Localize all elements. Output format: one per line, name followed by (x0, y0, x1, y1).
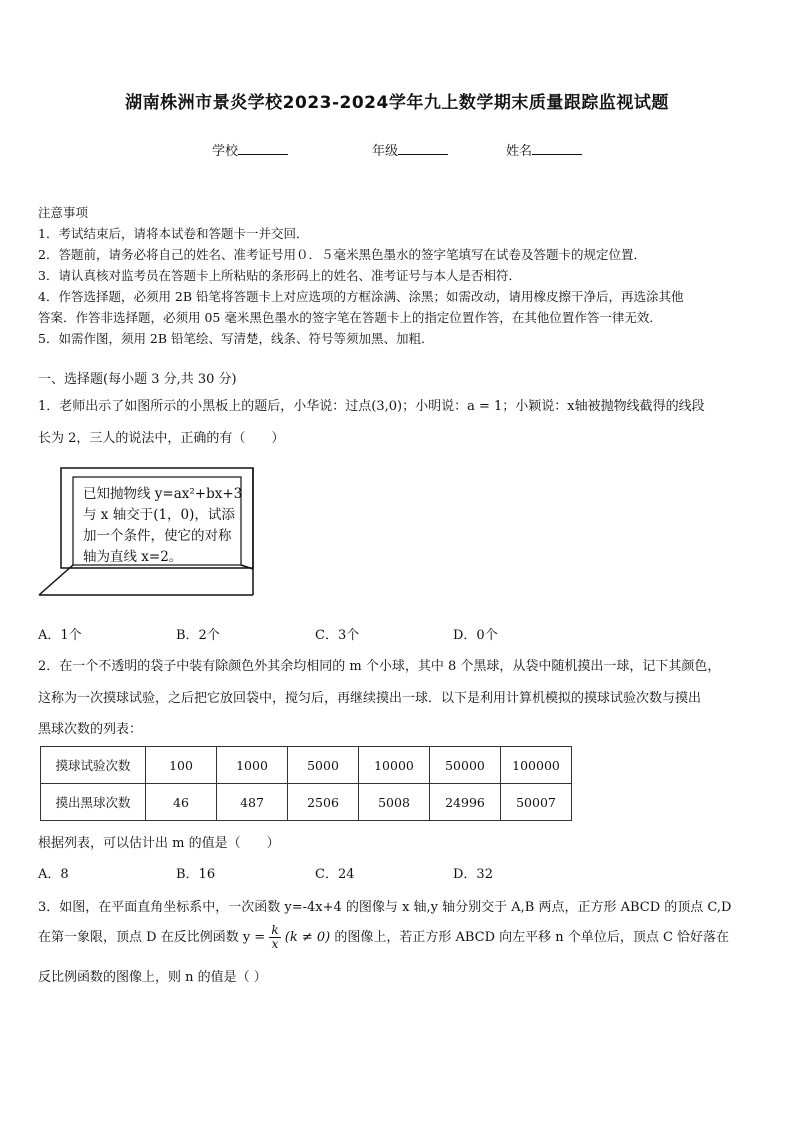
q3-text-line3: 反比例函数的图像上，则 n 的值是（ ） (38, 970, 267, 985)
fraction-denominator: x (271, 937, 279, 951)
table-cell: 5000 (288, 747, 359, 784)
q2-text-line2: 这称为一次摸球试验，之后把它放回袋中，搅匀后，再继续摸出一球．以下是利用计算机模拟的摸球试验次数与摸出 (38, 691, 702, 706)
q2-text-line1: 2．在一个不透明的袋子中装有除颜色外其余均相同的 m 个小球，其中 8 个黑球，从袋中随机摸出一球，记下其颜色， (38, 659, 721, 674)
q1-option-c[interactable]: C．3个 (315, 628, 360, 643)
section-heading: 一、选择题(每小题 3 分,共 30 分) (38, 372, 237, 387)
q1-text-line1: 1．老师出示了如图所示的小黑板上的题后，小华说：过点(3,0)；小明说：a = 1；小颖说：x轴被抛物线截得的线段 (38, 399, 705, 414)
notice-item: 答案．作答非选择题，必须用 05 毫米黑色墨水的签字笔在答题卡上的指定位置作答，在其他位置作答一律无效． (38, 310, 662, 325)
school-label: 学校 (212, 144, 239, 159)
fraction-k-over-x (269, 924, 280, 951)
q3-line2-end: 的图像上，若正方形 ABCD 向左平移 n 个单位后，顶点 C 恰好落在 (334, 930, 730, 945)
name-field (506, 140, 582, 159)
fraction-numerator: k (271, 923, 279, 937)
table-cell: 10000 (359, 747, 430, 784)
q3-text-line1: 3．如图，在平面直角坐标系中，一次函数 y=-4x+4 的图像与 x 轴,y 轴分别交于 A,B 两点，正方形 ABCD 的顶点 C,D (38, 900, 732, 915)
school-field (212, 140, 288, 159)
q2-option-b[interactable]: B．16 (176, 867, 216, 882)
notice-block (38, 202, 758, 349)
notice-item: 5．如需作图，须用 2B 铅笔绘、写清楚，线条、符号等须加黑、加粗． (38, 331, 434, 346)
q1-text-line2: 长为 2，三人的说法中，正确的有（ ） (38, 431, 285, 446)
trial-table (40, 746, 572, 821)
table-cell: 50007 (501, 784, 572, 821)
board-line: 轴为直线 x=2。 (83, 549, 183, 565)
q3-line2-start: 在第一象限，顶点 D 在反比例函数 y = (38, 930, 266, 945)
q2-after-text: 根据列表，可以估计出 m 的值是（ ） (38, 836, 280, 851)
notice-item: 3．请认真核对监考员在答题卡上所粘贴的条形码上的姓名、准考证号与本人是否相符． (38, 268, 521, 283)
notice-item: 2．答题前，请务必将自己的姓名、准考证号用０．５毫米黑色墨水的签字笔填写在试卷及答题卡的规定位置． (38, 247, 646, 262)
q2-option-a[interactable]: A．8 (38, 867, 69, 882)
school-blank[interactable] (238, 142, 288, 155)
name-label: 姓名 (506, 144, 533, 159)
page-title: 湖南株洲市景炎学校2023-2024学年九上数学期末质量跟踪监视试题 (125, 93, 669, 113)
row-header: 摸球试验次数 (41, 747, 146, 784)
table-cell: 46 (146, 784, 217, 821)
table-row (41, 784, 572, 821)
table-cell: 50000 (430, 747, 501, 784)
notice-item: 1．考试结束后，请将本试卷和答题卡一并交回． (38, 226, 309, 241)
table-cell: 5008 (359, 784, 430, 821)
q1-option-d[interactable]: D．0个 (453, 628, 498, 643)
q2-text-line3: 黑球次数的列表： (38, 722, 143, 737)
table-cell: 2506 (288, 784, 359, 821)
table-cell: 100000 (501, 747, 572, 784)
table-cell: 1000 (217, 747, 288, 784)
q1-option-a[interactable]: A．1个 (38, 628, 82, 643)
board-line: 与 x 轴交于(1，0)，试添 (83, 507, 235, 523)
table-cell: 24996 (430, 784, 501, 821)
q1-option-b[interactable]: B．2个 (176, 628, 220, 643)
notice-heading: 注意事项 (38, 205, 89, 220)
blackboard-text (83, 484, 243, 568)
row-header: 摸出黑球次数 (41, 784, 146, 821)
notice-item: 4．作答选择题，必须用 2B 铅笔将答题卡上对应选项的方框涂满、涂黑；如需改动，请用橡皮擦干净后，再选涂其他 (38, 289, 684, 304)
board-line: 加一个条件，使它的对称 (83, 528, 232, 544)
grade-field (372, 140, 448, 159)
table-cell: 487 (217, 784, 288, 821)
q3-condition: (k ≠ 0) (284, 930, 331, 945)
grade-blank[interactable] (398, 142, 448, 155)
table-cell: 100 (146, 747, 217, 784)
board-line: 已知抛物线 y=ax²+bx+3 (83, 486, 243, 502)
table-row (41, 747, 572, 784)
q2-option-d[interactable]: D．32 (453, 867, 493, 882)
grade-label: 年级 (372, 144, 399, 159)
q2-option-c[interactable]: C．24 (315, 867, 355, 882)
q3-text-line2 (38, 924, 729, 951)
name-blank[interactable] (532, 142, 582, 155)
